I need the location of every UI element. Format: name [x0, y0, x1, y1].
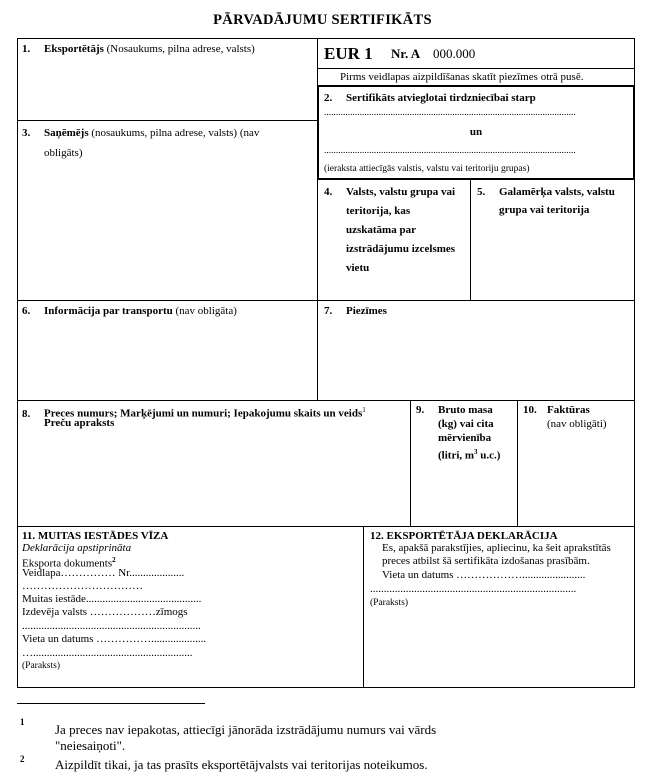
dotted-line: .................................................................	[22, 620, 201, 632]
field-label: (kg) vai cita	[438, 418, 494, 430]
field-label: Sertifikāts atvieglotai tirdzniecībai starp	[346, 92, 536, 104]
footnote-ref: 1	[362, 406, 366, 414]
field-label: vietu	[346, 262, 370, 274]
divider	[17, 300, 635, 301]
box2-and: un	[469, 126, 483, 138]
field-number: 10.	[523, 404, 537, 416]
box7-remarks[interactable]	[324, 304, 387, 318]
place-date-line: Vieta un datums ……………....................	[22, 633, 207, 645]
footnote-text: Ja preces nav iepakotas, attiecīgi jānorāda izstrādājumu numurs vai vārds	[55, 722, 437, 737]
field-hint: obligāts)	[44, 147, 83, 159]
field-label: grupa vai teritorija	[499, 204, 590, 216]
field-hint: (ieraksta attiecīgās valstis, valstu vai teritoriju grupas)	[324, 164, 530, 174]
field-label: Galamērķa valsts, valstu	[499, 186, 615, 198]
footnote-mark: 1	[20, 717, 25, 727]
footnote-mark: 2	[20, 754, 25, 764]
box6-transport-details[interactable]	[22, 304, 237, 318]
box9-gross-mass[interactable]	[411, 401, 517, 525]
dotted-line: …..........................................................	[22, 647, 193, 659]
field-number: 3.	[22, 127, 31, 139]
box11-customs-endorsement[interactable]	[18, 527, 362, 687]
box4-origin-country[interactable]	[318, 181, 470, 299]
field-number: 5.	[477, 186, 486, 198]
dotted-line: ..........................................................................................................	[324, 146, 576, 156]
field-label: mērvienība	[438, 432, 492, 444]
section-title: 11. MUITAS IESTĀDES VĪZA	[22, 530, 169, 542]
field-number: 8.	[22, 407, 31, 420]
signature-label: (Paraksts)	[22, 661, 60, 671]
header-note: Pirms veidlapas aizpildīšanas skatīt piezīmes otrā pusē.	[340, 71, 584, 83]
footnote-ref: 2	[112, 556, 116, 564]
customs-office-line: Muitas iestāde..........................................	[22, 593, 202, 605]
footnote-separator	[17, 703, 205, 704]
box12-exporter-declaration[interactable]	[364, 527, 634, 687]
field-label: Informācija par transportu	[44, 305, 173, 317]
field-number: 9.	[416, 404, 425, 416]
field-label: Piezīmes	[346, 305, 387, 317]
field-label: (litri, $m^3$ u.c.)	[438, 448, 501, 462]
export-document: Eksporta dokuments$^2$	[22, 556, 116, 570]
form-title: PĀRVADĀJUMU SERTIFIKĀTS	[213, 12, 432, 28]
declaration-certified: Deklarācija apstiprināta	[22, 542, 132, 554]
field-label: Saņēmējs	[44, 127, 89, 139]
field-hint: (nav obligāti)	[547, 418, 607, 430]
serial-number: 000.000	[433, 46, 476, 61]
divider	[17, 120, 317, 121]
declaration-text: preces atbilst šā sertifikāta izdošanas prasībām.	[382, 555, 590, 567]
field-label: Bruto masa	[438, 404, 493, 416]
form-number-line: Veidlapa…………… Nr....................	[22, 567, 185, 579]
field-label: Preču apraksts	[44, 417, 115, 429]
field-number: 2.	[324, 92, 333, 104]
field-hint: (nosaukums, pilna adrese, valsts) (nav	[91, 127, 260, 139]
divider	[317, 68, 635, 69]
field-label: Faktūras	[547, 404, 590, 416]
box1-exporter[interactable]	[22, 42, 255, 56]
field-hint: (Nosaukums, pilna adrese, valsts)	[106, 43, 255, 55]
field-number: 1.	[22, 43, 31, 55]
field-number: 6.	[22, 305, 31, 317]
signature-label: (Paraksts)	[370, 598, 408, 608]
field-label: teritorija, kas	[346, 205, 411, 217]
field-label: Preces numurs; Marķējumi un numuri; Iepakojumu skaits un veids	[44, 407, 363, 420]
dotted-line: ..........................................................................................................	[324, 108, 576, 118]
declaration-text: Es, apakšā parakstījies, apliecinu, ka šeit aprakstītās	[382, 542, 611, 554]
field-label: Valsts, valstu grupa vai	[346, 186, 456, 198]
footnote-text: Aizpildīt tikai, ja tas prasīts eksportētājvalsts vai teritorijas noteikumos.	[55, 757, 428, 772]
dotted-line: ...........................................................................	[370, 583, 577, 595]
field-label: uzskatāma par	[346, 224, 416, 236]
eur1-label: EUR 1	[324, 44, 373, 63]
field-label: Eksportētājs	[44, 43, 104, 55]
field-number: 7.	[324, 305, 333, 317]
place-date-line: Vieta un datums ……………….......................	[382, 569, 586, 581]
field-label: izstrādājumu izcelsmes	[346, 243, 456, 255]
footnote-text: "neiesaiņoti".	[55, 738, 126, 753]
issuing-country-line: Izdevēja valsts ………………zīmogs	[22, 606, 188, 618]
section-title: 12. EKSPORTĒTĀJA DEKLARĀCIJA	[370, 530, 558, 542]
field-number: 4.	[324, 186, 333, 198]
field-hint: (nav obligāta)	[175, 305, 237, 317]
serial-number-label: Nr. A	[391, 46, 421, 61]
box2-certificate-trade[interactable]	[324, 91, 536, 105]
box10-invoices[interactable]	[518, 401, 634, 525]
dotted-line: ……………………………	[22, 580, 143, 592]
box5-destination-country[interactable]	[471, 181, 634, 299]
box3-consignee[interactable]	[22, 126, 259, 140]
